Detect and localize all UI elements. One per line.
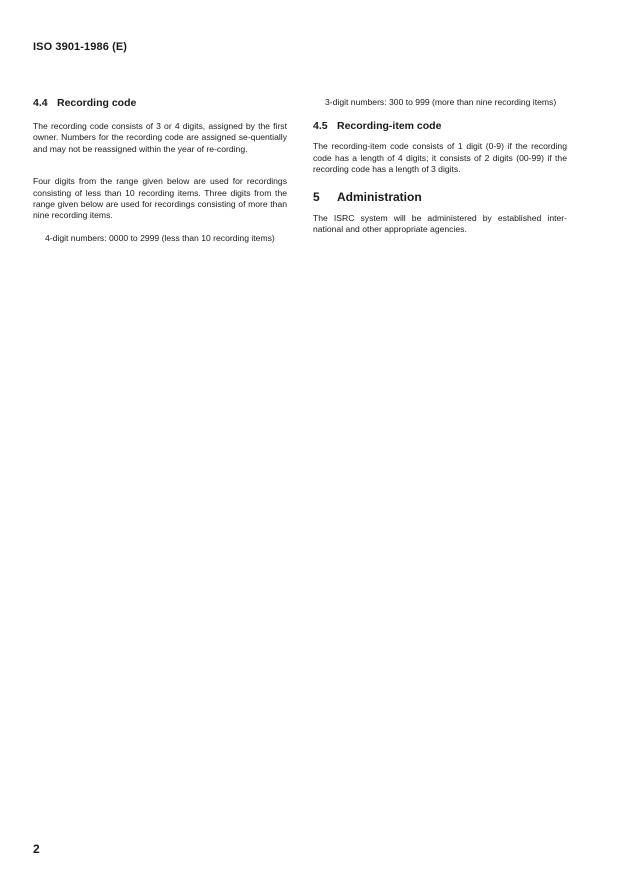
section-number: 5 — [313, 189, 320, 204]
list-item-3-digit: 3-digit numbers: 300 to 999 (more than nine recording items) — [325, 97, 557, 107]
section-4-4-heading — [33, 96, 287, 110]
page-number: 2 — [33, 842, 40, 856]
section-4-5-heading — [313, 119, 567, 133]
right-column — [313, 96, 567, 235]
section-5-paragraph: The ISRC system will be administered by established inter-national and other appropriate agencies. — [313, 212, 567, 235]
list-item-4-digit: 4-digit numbers: 0000 to 2999 (less than 10 recording items) — [45, 232, 275, 243]
section-number: 4.5 — [313, 120, 328, 133]
section-5-heading — [313, 190, 567, 205]
document-header: ISO 3901-1986 (E) — [33, 41, 128, 53]
section-title: Recording-item code — [337, 120, 442, 133]
section-4-5-paragraph: The recording-item code consists of 1 digit (0-9) if the recording code has a length of 4 digits; it consists of 2 digits (00-99) if the recording code has a length of 3 digits. — [313, 141, 567, 175]
left-column — [33, 96, 287, 244]
section-title: Administration — [337, 189, 422, 204]
section-number: 4.4 — [33, 97, 48, 109]
section-4-4-paragraph-2: Four digits from the range given below are used for recordings consisting of less than 10 recording items. Three digits from the range given below are used for recordings consisting of more than nine recording items. — [33, 176, 287, 221]
section-4-4-paragraph-1: The recording code consists of 3 or 4 digits, assigned by the first owner. Numbers for the recording code are assigned se-quentially and may not be reassigned within the year of re-cording. — [33, 121, 287, 154]
section-title: Recording code — [57, 97, 137, 109]
